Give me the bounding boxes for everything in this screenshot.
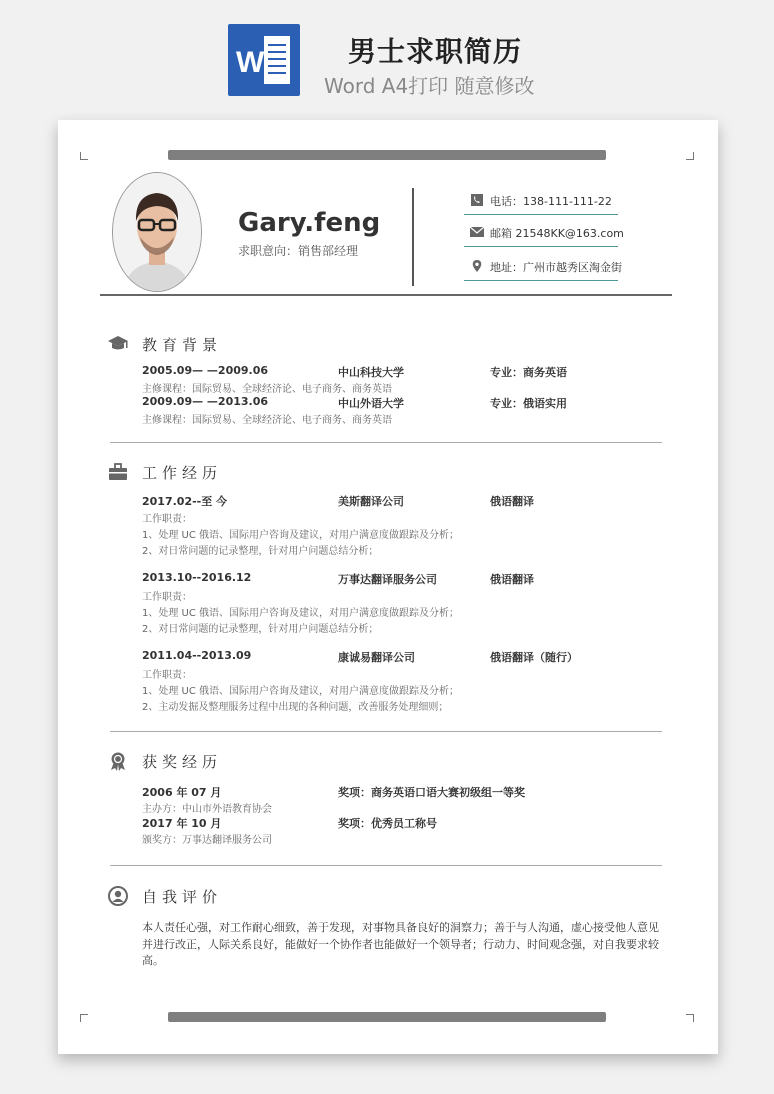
work-period: 2013.10--2016.12 <box>142 571 252 584</box>
phone-icon <box>470 194 484 206</box>
award-medal-icon <box>108 751 128 771</box>
award-org: 颁奖方：万事达翻译服务公司 <box>142 835 272 846</box>
edu-school: 中山科技大学 <box>338 366 404 379</box>
work-duty-line: 2、对日常问题的记录整理，针对用户问题总结分析； <box>142 624 379 635</box>
section-title-work: 工作经历 <box>142 464 223 482</box>
work-duty-line: 2、对日常问题的记录整理，针对用户问题总结分析； <box>142 546 379 557</box>
contact-address <box>464 254 622 281</box>
self-eval-text: 本人责任心强，对工作耐心细致，善于发现，对事物具备良好的洞察力；善于与人沟通，虚心接受他人意见并进行改正，人际关系良好，能做好一个协作者也能做好一个领导者；行动力、时间观念强，对自我要求较高。 <box>142 921 659 967</box>
corner-mark <box>686 1014 694 1022</box>
candidate-name: Gary.feng <box>238 208 381 238</box>
edu-courses: 主修课程：国际贸易、全球经济论、电子商务、商务英语 <box>142 415 392 426</box>
phone-text: 电话：138-111-111-22 <box>490 195 612 208</box>
section-divider <box>110 731 662 732</box>
work-period: 2011.04--2013.09 <box>142 649 252 662</box>
work-company: 康诚易翻译公司 <box>338 651 415 664</box>
work-role: 俄语翻译 <box>490 573 534 586</box>
work-role: 俄语翻译 <box>490 495 534 508</box>
award-name: 奖项：优秀员工称号 <box>338 817 437 830</box>
resume-page <box>58 120 718 1054</box>
graduation-cap-icon <box>108 334 128 354</box>
section-title-awards: 获奖经历 <box>142 753 223 771</box>
award-org: 主办方：中山市外语教育协会 <box>142 804 272 815</box>
work-duty-label: 工作职责： <box>142 670 192 681</box>
header-divider <box>412 188 414 286</box>
top-decor-bar <box>168 150 606 160</box>
edu-major: 专业：俄语实用 <box>490 397 567 410</box>
contact-phone <box>464 188 618 215</box>
mail-icon <box>470 226 484 238</box>
work-duty-line: 1、处理 UC 俄语、国际用户咨询及建议，对用户满意度做跟踪及分析； <box>142 608 460 619</box>
corner-mark <box>686 152 694 160</box>
contact-email <box>464 220 624 247</box>
word-logo-icon <box>228 24 300 96</box>
edu-school: 中山外语大学 <box>338 397 404 410</box>
location-pin-icon <box>470 260 484 272</box>
section-title-self-eval: 自我评价 <box>142 888 223 906</box>
work-duty-label: 工作职责： <box>142 592 192 603</box>
page-title: 男士求职简历 <box>348 35 523 68</box>
page-subtitle: Word A4打印 随意修改 <box>324 74 535 98</box>
word-logo-letter: W <box>236 46 265 79</box>
edu-major: 专业：商务英语 <box>490 366 567 379</box>
edu-courses: 主修课程：国际贸易、全球经济论、电子商务、商务英语 <box>142 384 392 395</box>
work-company: 万事达翻译服务公司 <box>338 573 437 586</box>
edu-period: 2009.09— —2013.06 <box>142 395 269 408</box>
avatar-photo <box>112 172 202 292</box>
work-duty-line: 1、处理 UC 俄语、国际用户咨询及建议，对用户满意度做跟踪及分析； <box>142 530 460 541</box>
section-divider <box>110 865 662 866</box>
job-intent: 求职意向：销售部经理 <box>238 244 359 258</box>
work-duty-line: 2、主动发掘及整理服务过程中出现的各种问题，改善服务处理细则； <box>142 702 449 713</box>
corner-mark <box>80 152 88 160</box>
section-title-education: 教育背景 <box>142 336 223 354</box>
page-header <box>0 0 774 112</box>
section-divider <box>110 442 662 443</box>
header-rule <box>100 294 672 296</box>
edu-period: 2005.09— —2009.06 <box>142 364 269 377</box>
email-text: 邮箱 21548KK@163.com <box>490 227 624 240</box>
work-duty-line: 1、处理 UC 俄语、国际用户咨询及建议，对用户满意度做跟踪及分析； <box>142 686 460 697</box>
work-company: 美斯翻译公司 <box>338 495 404 508</box>
user-icon <box>108 886 128 906</box>
work-role: 俄语翻译（随行） <box>490 651 578 664</box>
corner-mark <box>80 1014 88 1022</box>
award-date: 2017 年 10 月 <box>142 817 222 830</box>
work-duty-label: 工作职责： <box>142 514 192 525</box>
bottom-decor-bar <box>168 1012 606 1022</box>
work-period: 2017.02--至 今 <box>142 495 228 508</box>
award-name: 奖项：商务英语口语大赛初级组一等奖 <box>338 786 525 799</box>
address-text: 地址：广州市越秀区淘金街 <box>490 261 622 274</box>
award-date: 2006 年 07 月 <box>142 786 222 799</box>
briefcase-icon <box>108 462 128 482</box>
